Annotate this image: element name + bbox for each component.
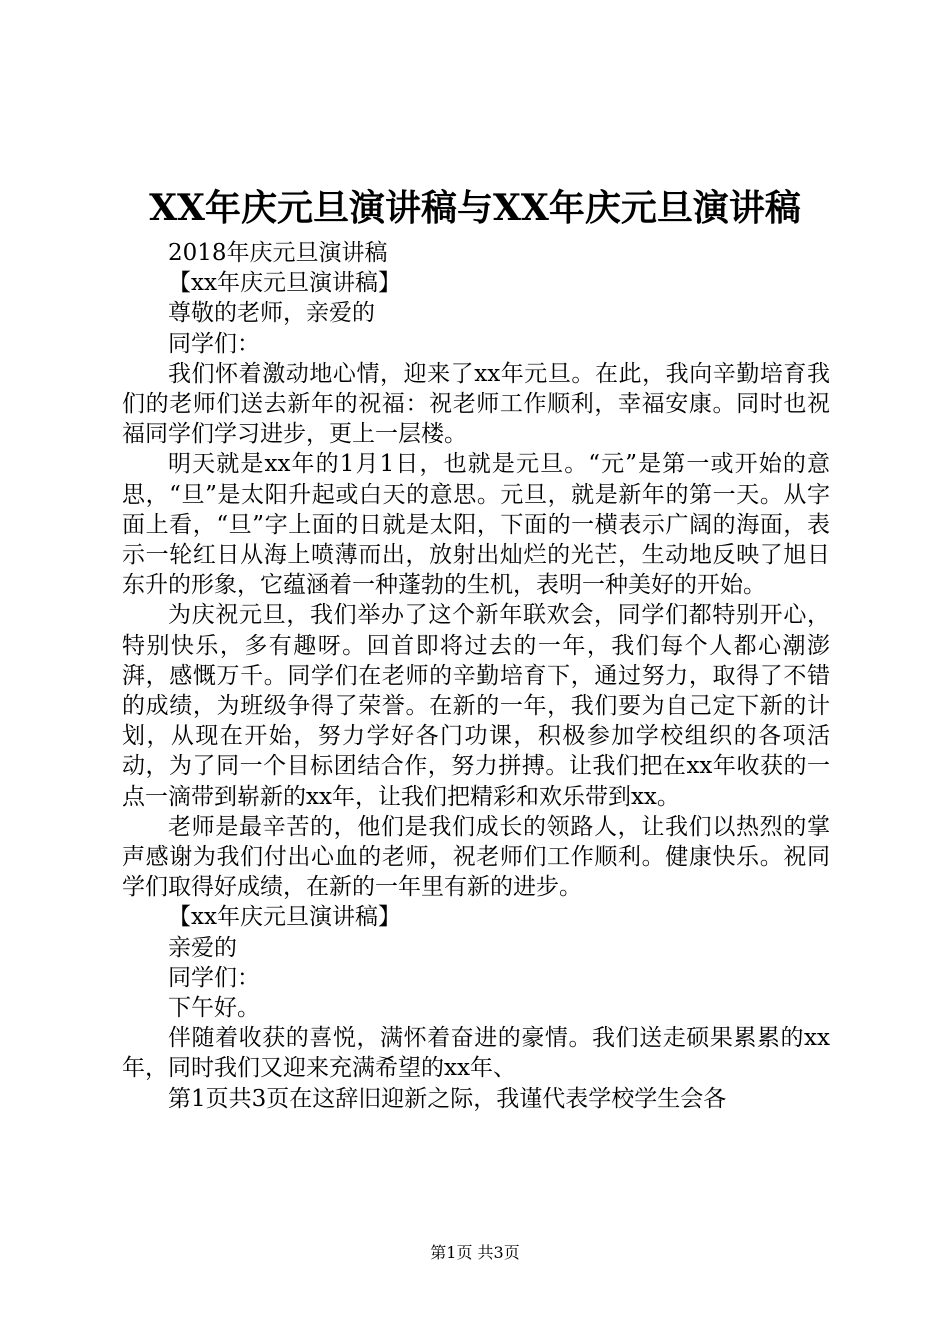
document-title: XX年庆元旦演讲稿与XX年庆元旦演讲稿	[149, 187, 801, 229]
paragraph: 【xx年庆元旦演讲稿】	[168, 270, 401, 297]
paragraph: 明天就是xx年的1月1日，也就是元旦。“元”是第一或开始的意思，“旦”是太阳升起或白天的意思。元旦，就是新年的第一天。从字面上看，“旦”字上面的日就是太阳，下面的一横表示广阔的海面，表示一轮红日从海上喷薄而出，放射出灿烂的光芒，生动地反映了旭日东升的形象，它蕴涵着一种蓬勃的生机，表明一种美好的开始。	[122, 451, 830, 599]
page-footer: 第1页 共3页	[430, 1243, 520, 1262]
paragraph: 老师是最辛苦的，他们是我们成长的领路人，让我们以热烈的掌声感谢为我们付出心血的老师，祝老师们工作顺利。健康快乐。祝同学们取得好成绩，在新的一年里有新的进步。	[122, 813, 830, 901]
paragraph: 尊敬的老师，亲爱的	[168, 300, 375, 327]
paragraph: 第1页共3页在这辞旧迎新之际，我谨代表学校学生会各	[168, 1085, 727, 1112]
paragraph: 我们怀着激动地心情，迎来了xx年元旦。在此，我向辛勤培育我们的老师们送去新年的祝福：祝老师工作顺利，幸福安康。同时也祝福同学们学习进步，更上一层楼。	[122, 360, 830, 448]
paragraph: 同学们：	[168, 964, 260, 991]
document-body	[122, 238, 830, 1114]
paragraph: 同学们：	[168, 330, 260, 357]
paragraph: 【xx年庆元旦演讲稿】	[168, 904, 401, 931]
paragraph: 亲爱的	[168, 934, 237, 961]
paragraph: 下午好。	[168, 995, 260, 1022]
paragraph: 2018年庆元旦演讲稿	[168, 240, 388, 266]
paragraph: 伴随着收获的喜悦，满怀着奋进的豪情。我们送走硕果累累的xx年，同时我们又迎来充满希望的xx年、	[122, 1025, 830, 1082]
paragraph: 为庆祝元旦，我们举办了这个新年联欢会，同学们都特别开心，特别快乐，多有趣呀。回首即将过去的一年，我们每个人都心潮澎湃，感慨万千。同学们在老师的辛勤培育下，通过努力，取得了不错的成绩，为班级争得了荣誉。在新的一年，我们要为自己定下新的计划，从现在开始，努力学好各门功课，积极参加学校组织的各项活动，为了同一个目标团结合作，努力拼搏。让我们把在xx年收获的一点一滴带到崭新的xx年，让我们把精彩和欢乐带到xx。	[122, 602, 830, 810]
